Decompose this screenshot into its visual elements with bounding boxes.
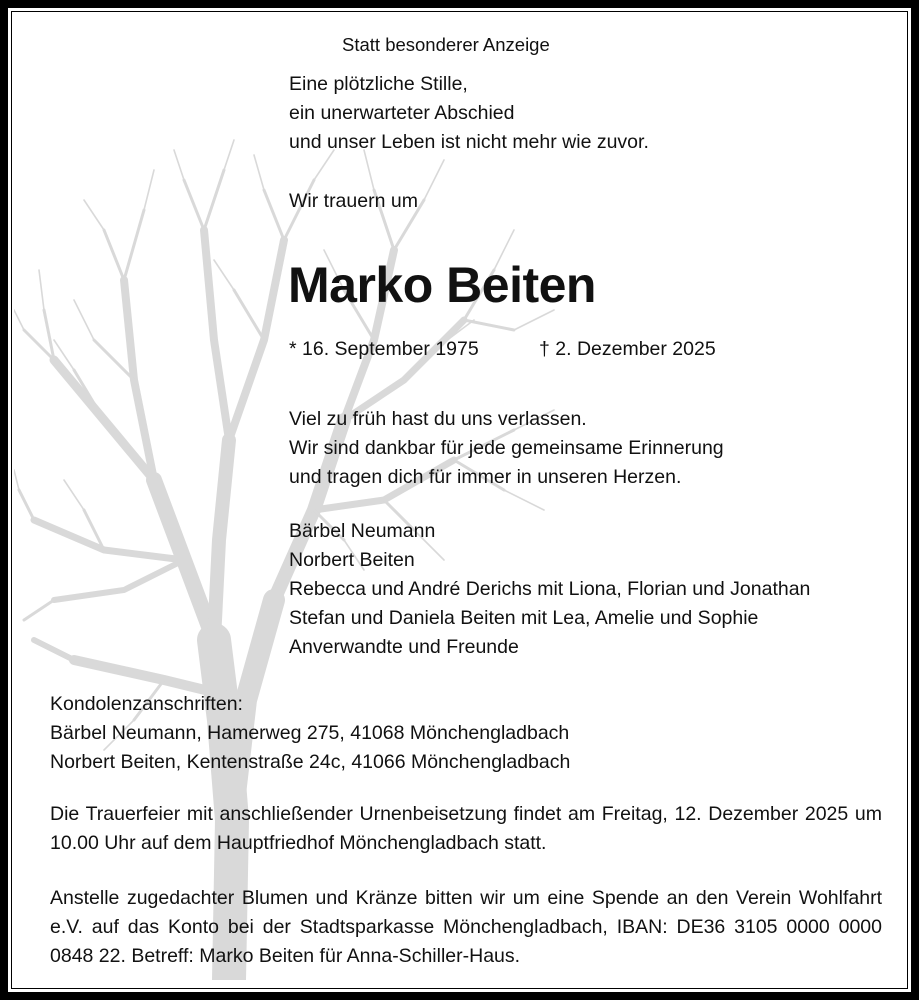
donation-notice: Anstelle zugedachter Blumen und Kränze bitten wir um eine Spende an den Verein Wohlfahrt e.V. auf das Konto bei der Stadtsparkasse Mönchengladbach, IBAN: DE36 3105 0000 0000 0848 22. Betreff: Marko Beiten für Anna-Schiller-Haus. — [50, 887, 882, 967]
deceased-name: Marko Beiten — [288, 257, 596, 313]
mourner: Stefan und Daniela Beiten mit Lea, Amelie und Sophie — [289, 607, 759, 629]
poem-line: und unser Leben ist nicht mehr wie zuvor. — [289, 131, 649, 153]
mourner: Rebecca und André Derichs mit Liona, Florian und Jonathan — [289, 578, 811, 600]
funeral-notice: Die Trauerfeier mit anschließender Urnenbeisetzung findet am Freitag, 12. Dezember 2025 um 10.00 Uhr auf dem Hauptfriedhof Mönchengladbach statt. — [50, 803, 882, 854]
mourner: Anverwandte und Freunde — [289, 636, 519, 658]
verse-line: und tragen dich für immer in unseren Herzen. — [289, 466, 682, 488]
condolence-addresses — [50, 690, 570, 777]
life-dates — [289, 335, 716, 364]
condolence-label: Kondolenzanschriften: — [50, 693, 243, 715]
mourners-list — [289, 517, 810, 662]
intro-text: Wir trauern um — [289, 190, 418, 212]
notice-header: Statt besonderer Anzeige — [342, 34, 550, 55]
death-date: † 2. Dezember 2025 — [539, 338, 716, 360]
poem — [289, 70, 649, 157]
poem-line: Eine plötzliche Stille, — [289, 73, 468, 95]
verse-line: Wir sind dankbar für jede gemeinsame Erinnerung — [289, 437, 724, 459]
birth-date: * 16. September 1975 — [289, 338, 479, 360]
mourner: Bärbel Neumann — [289, 520, 436, 542]
verse — [289, 405, 724, 492]
condolence-address: Norbert Beiten, Kentenstraße 24c, 41066 Mönchengladbach — [50, 751, 571, 773]
verse-line: Viel zu früh hast du uns verlassen. — [289, 408, 587, 430]
condolence-address: Bärbel Neumann, Hamerweg 275, 41068 Mönchengladbach — [50, 722, 570, 744]
mourner: Norbert Beiten — [289, 549, 415, 571]
poem-line: ein unerwarteter Abschied — [289, 102, 515, 124]
